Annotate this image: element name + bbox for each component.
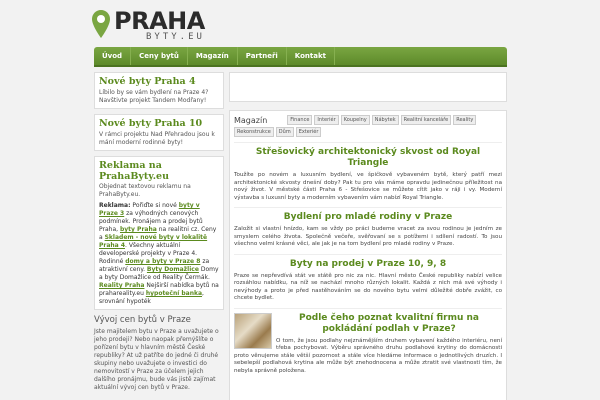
ad-link[interactable]: byty Praha	[119, 226, 157, 233]
tag-nabytek[interactable]: Nábytek	[372, 115, 399, 125]
ad-link[interactable]: Reality Praha	[99, 282, 145, 289]
article-title[interactable]: Střešovický architektonický skvost od Royal Triangle	[255, 147, 481, 168]
logo-subtext: BYTY.EU	[146, 32, 205, 42]
reklama-text: . Všechny aktuální developerské projekty v Praze 4. Rodinné	[99, 242, 198, 265]
promo-box-praha10[interactable]	[94, 114, 224, 151]
tag-reality[interactable]: Reality	[453, 115, 476, 125]
tag-finance[interactable]: Finance	[287, 115, 312, 125]
article-title[interactable]: Podle čeho poznat kvalitní firmu na pokládání podlah v Praze?	[298, 312, 480, 334]
article	[234, 142, 502, 202]
tag-interier[interactable]: Interiér	[314, 115, 338, 125]
vyvoj-text: Jste majitelem bytu v Praze a uvažujete o jeho prodeji? Nebo naopak přemýšlíte o pořízení bytu v hlavním městě České republiky? At už patříte do jedné či druhé skupiny nebo uvažujete o investici do nemovitostí v Praze za účelem jejich dalšího pronájmu, bude vás jistě zajímat aktuální vývoj cen bytů v Praze.	[94, 328, 219, 391]
ad-link[interactable]: Byty Domažlice	[146, 266, 199, 273]
sidebar	[94, 72, 224, 392]
banner-placeholder	[229, 72, 507, 102]
article-text: Praze se nepřevdívá stát ve státě pro nic za nic. Hlavní město České republiky nabízí velice rozsáhlou nabídku, na níž se nachází mnoho různých lokalit. Každá z nich má své výhody i nevýhody a proto je před nastěhováním se do nového bytu velmi důležité dobře zvážit, co chcete bydlet.	[234, 272, 502, 301]
nav-item-kontakt[interactable]: Kontakt	[287, 47, 335, 65]
article	[234, 308, 502, 376]
nav-item-ceny-bytu[interactable]: Ceny bytů	[131, 47, 188, 65]
tag-realitni-kancelare[interactable]: Realitní kanceláře	[401, 115, 452, 125]
article	[234, 254, 502, 303]
reklama-links	[99, 202, 219, 306]
reklama-subtext: Objednat textovou reklamu na PrahaByty.eu.	[99, 183, 191, 198]
reklama-box	[94, 156, 224, 310]
article-text: O tom, že jsou podlahy nejznámějším druhem vybavení každého interiéru, není třeba pochybovat. Výběru správného druhu podlahové krytiny do domácnosti proto věnujeme stále větší pozornost a stále více hledáme informace o jednotlivých druzích. I sebelepší podlahová krytina ale může být znehodnocena a může ztratit své vlastnosti tím, že nebyla správně položena.	[234, 337, 502, 374]
magazine-panel	[229, 110, 507, 400]
article-title[interactable]: Bydlení pro mladé rodiny v Praze	[283, 212, 453, 222]
map-pin-icon	[92, 10, 110, 38]
magazine-header	[234, 115, 502, 137]
reklama-text: Pořiďte si nové	[132, 202, 177, 209]
reklama-text: na realitni cz. Ceny a	[99, 226, 217, 241]
tag-exterier[interactable]: Exteriér	[296, 127, 322, 137]
article-image[interactable]	[234, 313, 272, 349]
ad-link[interactable]: byty v Praze 3	[99, 202, 200, 217]
nav-item-uvod[interactable]: Úvod	[94, 47, 131, 65]
nav-item-partneri[interactable]: Partneři	[238, 47, 287, 65]
promo-title[interactable]: Nové byty Praha 10	[99, 118, 203, 129]
tag-dum[interactable]: Dům	[276, 127, 294, 137]
nav-item-magazin[interactable]: Magazín	[188, 47, 238, 65]
promo-box-praha4[interactable]	[94, 72, 224, 109]
logo[interactable]	[92, 8, 232, 44]
reklama-text: , srovnání hypoték	[99, 290, 204, 305]
article	[234, 207, 502, 249]
logo-text: PRAHA	[114, 7, 205, 35]
reklama-title[interactable]: Reklama na PrahaByty.eu	[99, 160, 169, 182]
tag-rekonstrukce[interactable]: Rekonstrukce	[234, 127, 274, 137]
reklama-text: Nejširší nabídka bytů na prahareality.eu	[99, 282, 219, 297]
ad-link[interactable]: hypoteční banka	[145, 290, 203, 297]
article-text: Založit si vlastní hnízdo, kam se vždy po práci budeme vracet za svou rodinou je jedním ze smyslem celého života. Společně večeře, svěřovaní se s potížemi i sdílení radostí. To jsou všechno velmi krásné věci, ale jak je na tom bydlení pro mladé rodiny v Praze.	[234, 226, 502, 247]
reklama-text: za atraktivní ceny.	[99, 258, 210, 273]
article-text: Toužíte po novém a luxusním bydlení, ve špičkově vybaveném bytě, který patří mezi architektonické skvosty dnešní doby? Pak tu pro vás máme opravdu jedinečnou příležitost na nový život. V městské části Praha 6 - Střešovice se můžete cítit jako v ráji i vy. Moderní výstavba s luxusní byty a moderním vybavením vám nabízí Royal Triangle.	[234, 172, 502, 201]
magazine-title: Magazín	[234, 115, 268, 125]
article-title[interactable]: Byty na prodej v Praze 10, 9, 8	[289, 258, 447, 269]
promo-title[interactable]: Nové byty Praha 4	[99, 76, 196, 87]
reklama-text: za výhodných cenových podmínek. Pronájem a prodej bytů Praha,	[99, 210, 203, 233]
promo-text: V rámci projektu Nad Přehradou jsou k mání moderní rodinné byty!	[99, 131, 215, 146]
tag-koupelny[interactable]: Koupelny	[341, 115, 370, 125]
promo-text: Líbilo by se vám bydlení na Praze 4? Navštivte projekt Tandem Modřany!	[99, 89, 209, 104]
vyvoj-title: Vývoj cen bytů v Praze	[94, 315, 191, 325]
reklama-text: Domy a byty Domažlice od Reality Čermák.	[99, 266, 219, 281]
ad-link[interactable]: domy a byty v Praze 8	[125, 258, 201, 265]
reklama-label: Reklama:	[99, 202, 131, 209]
vyvoj-section	[94, 315, 224, 392]
main-nav	[94, 47, 507, 67]
ad-link[interactable]: Skladem - nové byty v lokalitě Praha 4	[99, 234, 208, 249]
